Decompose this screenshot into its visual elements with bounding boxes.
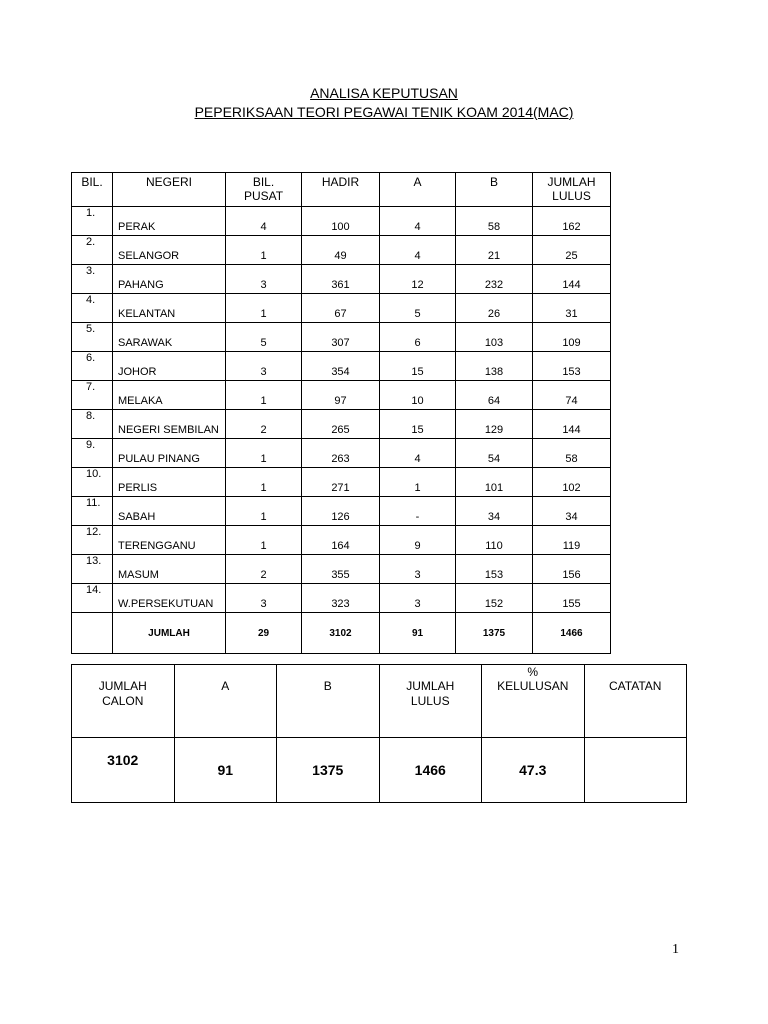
row-a: 15 xyxy=(380,352,456,381)
row-negeri: KELANTAN xyxy=(113,294,226,323)
results-table xyxy=(71,172,611,654)
row-hadir: 263 xyxy=(302,439,380,468)
row-bil-pusat: 2 xyxy=(226,410,302,439)
row-jumlah-lulus: 155 xyxy=(533,584,611,613)
row-bil: 2. xyxy=(72,236,113,265)
row-bil: 9. xyxy=(72,439,113,468)
table-row xyxy=(72,236,611,265)
row-b: 152 xyxy=(456,584,533,613)
summary-jumlah-lulus: 1466 xyxy=(379,738,482,803)
header-bil: BIL. xyxy=(72,173,113,207)
header-hadir: HADIR xyxy=(302,173,380,207)
table-row xyxy=(72,497,611,526)
row-b: 153 xyxy=(456,555,533,584)
row-bil-pusat: 1 xyxy=(226,497,302,526)
row-negeri: JOHOR xyxy=(113,352,226,381)
total-pusat: 29 xyxy=(226,613,302,654)
row-b: 101 xyxy=(456,468,533,497)
row-negeri: NEGERI SEMBILAN xyxy=(113,410,226,439)
row-jumlah-lulus: 58 xyxy=(533,439,611,468)
row-bil-pusat: 1 xyxy=(226,526,302,555)
title-line-2: PEPERIKSAAN TEORI PEGAWAI TENIK KOAM 2014(MAC) xyxy=(194,104,574,120)
table-row xyxy=(72,352,611,381)
summary-table xyxy=(71,664,687,803)
summary-header-kelulusan: % KELULUSAN xyxy=(482,665,585,738)
row-bil-pusat: 1 xyxy=(226,294,302,323)
row-hadir: 126 xyxy=(302,497,380,526)
row-jumlah-lulus: 156 xyxy=(533,555,611,584)
row-b: 138 xyxy=(456,352,533,381)
row-negeri: MELAKA xyxy=(113,381,226,410)
row-a: 3 xyxy=(380,584,456,613)
table-row xyxy=(72,410,611,439)
row-bil: 10. xyxy=(72,468,113,497)
row-hadir: 265 xyxy=(302,410,380,439)
row-a: 3 xyxy=(380,555,456,584)
row-bil: 6. xyxy=(72,352,113,381)
row-b: 232 xyxy=(456,265,533,294)
row-bil-pusat: 4 xyxy=(226,207,302,236)
summary-header-row xyxy=(72,665,687,738)
row-bil-pusat: 1 xyxy=(226,381,302,410)
row-a: 4 xyxy=(380,207,456,236)
row-hadir: 67 xyxy=(302,294,380,323)
row-b: 34 xyxy=(456,497,533,526)
table-row xyxy=(72,584,611,613)
header-jumlah-lulus: JUMLAH LULUS xyxy=(533,173,611,207)
total-a: 91 xyxy=(380,613,456,654)
table-row xyxy=(72,468,611,497)
summary-jumlah-calon: 3102 xyxy=(72,738,175,803)
summary-catatan xyxy=(584,738,687,803)
row-hadir: 164 xyxy=(302,526,380,555)
table-row xyxy=(72,526,611,555)
row-bil: 12. xyxy=(72,526,113,555)
row-b: 54 xyxy=(456,439,533,468)
row-jumlah-lulus: 119 xyxy=(533,526,611,555)
row-negeri: TERENGGANU xyxy=(113,526,226,555)
row-a: 4 xyxy=(380,236,456,265)
row-jumlah-lulus: 109 xyxy=(533,323,611,352)
table-row xyxy=(72,439,611,468)
row-hadir: 307 xyxy=(302,323,380,352)
row-a: 12 xyxy=(380,265,456,294)
row-bil-pusat: 3 xyxy=(226,584,302,613)
row-b: 129 xyxy=(456,410,533,439)
row-bil-pusat: 2 xyxy=(226,555,302,584)
row-bil: 3. xyxy=(72,265,113,294)
row-a: - xyxy=(380,497,456,526)
summary-header-jumlah-calon: JUMLAH CALON xyxy=(72,665,175,738)
row-hadir: 355 xyxy=(302,555,380,584)
title-line-1: ANALISA KEPUTUSAN xyxy=(310,85,458,101)
row-a: 6 xyxy=(380,323,456,352)
row-bil-pusat: 1 xyxy=(226,439,302,468)
row-hadir: 271 xyxy=(302,468,380,497)
row-negeri: PULAU PINANG xyxy=(113,439,226,468)
row-hadir: 354 xyxy=(302,352,380,381)
row-negeri: PAHANG xyxy=(113,265,226,294)
row-a: 15 xyxy=(380,410,456,439)
row-b: 103 xyxy=(456,323,533,352)
row-a: 10 xyxy=(380,381,456,410)
row-a: 4 xyxy=(380,439,456,468)
table-row xyxy=(72,207,611,236)
row-a: 1 xyxy=(380,468,456,497)
table-row xyxy=(72,294,611,323)
summary-header-jumlah-lulus: JUMLAH LULUS xyxy=(379,665,482,738)
row-hadir: 100 xyxy=(302,207,380,236)
row-negeri: SARAWAK xyxy=(113,323,226,352)
row-b: 26 xyxy=(456,294,533,323)
total-bil xyxy=(72,613,113,654)
row-negeri: PERAK xyxy=(113,207,226,236)
total-hadir: 3102 xyxy=(302,613,380,654)
summary-a: 91 xyxy=(174,738,277,803)
total-row xyxy=(72,613,611,654)
summary-values-row xyxy=(72,738,687,803)
row-jumlah-lulus: 162 xyxy=(533,207,611,236)
row-bil-pusat: 3 xyxy=(226,352,302,381)
row-b: 58 xyxy=(456,207,533,236)
row-bil: 13. xyxy=(72,555,113,584)
row-jumlah-lulus: 144 xyxy=(533,265,611,294)
row-negeri: SELANGOR xyxy=(113,236,226,265)
summary-header-catatan: CATATAN xyxy=(584,665,687,738)
row-jumlah-lulus: 25 xyxy=(533,236,611,265)
row-negeri: MASUM xyxy=(113,555,226,584)
row-negeri: W.PERSEKUTUAN xyxy=(113,584,226,613)
row-b: 110 xyxy=(456,526,533,555)
row-bil-pusat: 1 xyxy=(226,468,302,497)
summary-header-b: B xyxy=(277,665,380,738)
summary-b: 1375 xyxy=(277,738,380,803)
row-bil: 5. xyxy=(72,323,113,352)
table-row xyxy=(72,555,611,584)
row-b: 64 xyxy=(456,381,533,410)
row-a: 9 xyxy=(380,526,456,555)
total-label: JUMLAH xyxy=(113,613,226,654)
row-hadir: 361 xyxy=(302,265,380,294)
row-bil: 8. xyxy=(72,410,113,439)
row-jumlah-lulus: 144 xyxy=(533,410,611,439)
row-bil: 14. xyxy=(72,584,113,613)
row-hadir: 323 xyxy=(302,584,380,613)
row-negeri: SABAH xyxy=(113,497,226,526)
results-header-row xyxy=(72,173,611,207)
summary-header-a: A xyxy=(174,665,277,738)
row-bil-pusat: 5 xyxy=(226,323,302,352)
total-lulus: 1466 xyxy=(533,613,611,654)
row-b: 21 xyxy=(456,236,533,265)
summary-kelulusan: 47.3 xyxy=(482,738,585,803)
header-bil-pusat: BIL. PUSAT xyxy=(226,173,302,207)
table-row xyxy=(72,265,611,294)
row-bil: 11. xyxy=(72,497,113,526)
row-hadir: 97 xyxy=(302,381,380,410)
row-jumlah-lulus: 31 xyxy=(533,294,611,323)
row-a: 5 xyxy=(380,294,456,323)
table-row xyxy=(72,323,611,352)
total-b: 1375 xyxy=(456,613,533,654)
row-jumlah-lulus: 153 xyxy=(533,352,611,381)
row-negeri: PERLIS xyxy=(113,468,226,497)
row-bil: 4. xyxy=(72,294,113,323)
row-bil: 7. xyxy=(72,381,113,410)
row-jumlah-lulus: 74 xyxy=(533,381,611,410)
page-number: 1 xyxy=(672,942,679,957)
row-bil-pusat: 3 xyxy=(226,265,302,294)
header-a: A xyxy=(380,173,456,207)
header-negeri: NEGERI xyxy=(113,173,226,207)
row-jumlah-lulus: 102 xyxy=(533,468,611,497)
table-row xyxy=(72,381,611,410)
row-hadir: 49 xyxy=(302,236,380,265)
row-bil-pusat: 1 xyxy=(226,236,302,265)
row-bil: 1. xyxy=(72,207,113,236)
row-jumlah-lulus: 34 xyxy=(533,497,611,526)
header-b: B xyxy=(456,173,533,207)
